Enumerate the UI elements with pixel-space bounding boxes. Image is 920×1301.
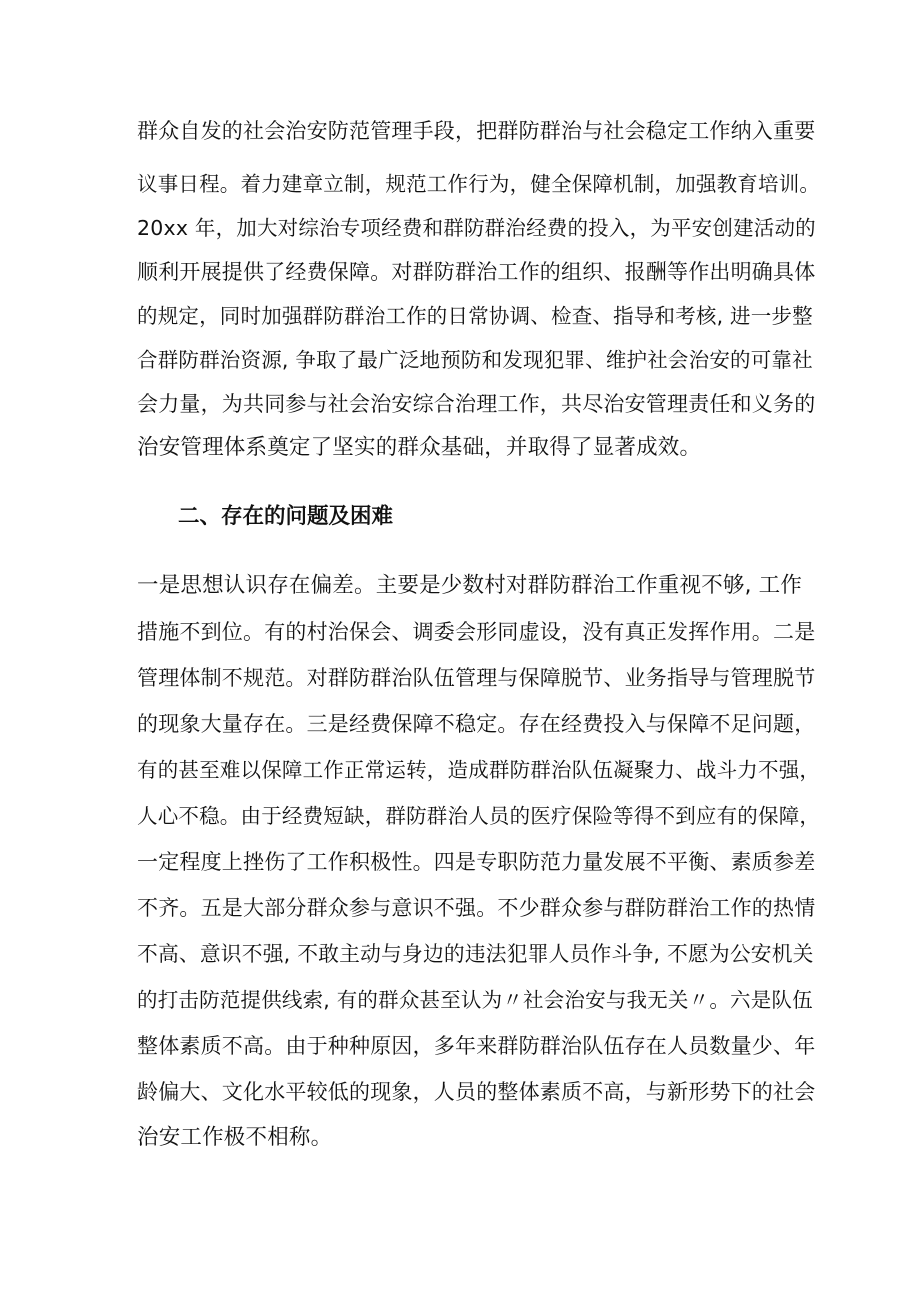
paragraph-line: 顺利开展提供了经费保障。对群防群治工作的组织、报酬等作出明确具体 — [137, 260, 816, 284]
paragraph-line: 整体素质不高。由于种种原因，多年来群防群治队伍存在人员数量少、年 — [137, 1034, 816, 1058]
paragraph-line: 人心不稳。由于经费短缺，群防群治人员的医疗保险等得不到应有的保障， — [137, 804, 821, 828]
paragraph-line: 治安管理体系奠定了坚实的群众基础，并取得了显著成效。 — [137, 435, 702, 460]
paragraph-line: 合群防群治资源, 争取了最广泛地预防和发现犯罪、维护社会治安的可靠社 — [137, 348, 813, 372]
paragraph-line: 一定程度上挫伤了工作积极性。四是专职防范力量发展不平衡、素质参差 — [137, 850, 816, 874]
paragraph-line: 治安工作极不相称。 — [137, 1125, 333, 1150]
paragraph-line: 的打击防范提供线索, 有的群众甚至认为〃社会治安与我无关〃。六是队伍 — [137, 988, 813, 1012]
paragraph-line: 不高、意识不强, 不敢主动与身边的违法犯罪人员作斗争, 不愿为公安机关 — [137, 942, 814, 966]
paragraph-line: 的现象大量存在。三是经费保障不稳定。存在经费投入与保障不足问题， — [137, 712, 816, 736]
paragraph-line: 措施不到位。有的村治保会、调委会形同虚设，没有真正发挥作用。二是 — [137, 620, 816, 644]
section-heading: 二、存在的问题及困难 — [178, 504, 394, 529]
paragraph-line: 议事日程。着力建章立制，规范工作行为，健全保障机制，加强教育培训。 — [137, 172, 821, 196]
paragraph-line: 20xx 年，加大对综治专项经费和群防群治经费的投入，为平安创建活动的 — [137, 216, 816, 240]
paragraph-line: 有的甚至难以保障工作正常运转，造成群防群治队伍凝聚力、战斗力不强， — [137, 758, 821, 782]
paragraph-line: 不齐。五是大部分群众参与意识不强。不少群众参与群防群治工作的热情 — [137, 896, 816, 920]
paragraph-line: 管理体制不规范。对群防群治队伍管理与保障脱节、业务指导与管理脱节 — [137, 666, 816, 690]
paragraph-line: 一是思想认识存在偏差。主要是少数村对群防群治工作重视不够, 工作 — [137, 573, 803, 598]
paragraph-line: 龄偏大、文化水平较低的现象，人员的整体素质不高，与新形势下的社会 — [137, 1080, 816, 1104]
paragraph-line: 会力量，为共同参与社会治安综合治理工作，共尽治安管理责任和义务的 — [137, 392, 816, 416]
paragraph-line: 的规定，同时加强群防群治工作的日常协调、检查、指导和考核, 进一步整 — [137, 304, 813, 328]
paragraph-line: 群众自发的社会治安防范管理手段，把群防群治与社会稳定工作纳入重要 — [137, 119, 816, 143]
